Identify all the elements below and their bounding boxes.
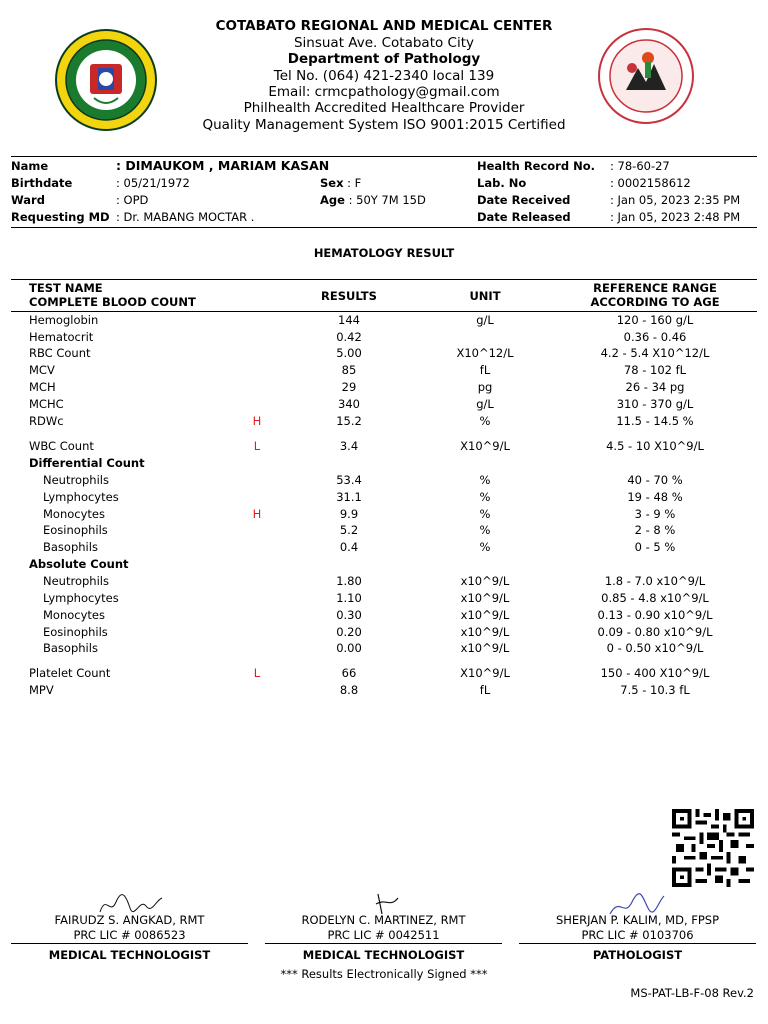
md-label: Requesting MD: [11, 210, 110, 224]
reference-range: 0 - 0.50 x10^9/L: [606, 641, 704, 655]
result: 66: [341, 666, 357, 680]
test-name: Monocytes: [43, 608, 105, 622]
unit: x10^9/L: [460, 591, 510, 605]
divider: [11, 279, 757, 280]
unit: fL: [479, 683, 491, 697]
test-name: RDWc: [29, 414, 64, 428]
table-row: [0, 522, 768, 539]
signatory-1-title: MEDICAL TECHNOLOGIST: [48, 948, 211, 962]
reference-range: 2 - 8 %: [634, 523, 676, 537]
flag: L: [253, 439, 261, 453]
test-name: MPV: [29, 683, 54, 697]
signatory-3-license: PRC LIC # 0103706: [581, 928, 694, 942]
signatory-3-name: SHERJAN P. KALIM, MD, FPSP: [555, 913, 720, 927]
test-name: Hemoglobin: [29, 313, 99, 327]
name-label: Name: [11, 159, 49, 173]
col-results: RESULTS: [321, 289, 377, 303]
result: 29: [341, 380, 357, 394]
result: 5.2: [339, 523, 359, 537]
col-reference: [560, 281, 750, 309]
table-row: [0, 624, 768, 641]
col-unit: UNIT: [469, 289, 501, 303]
table-row: [0, 556, 768, 573]
lab-label: Lab. No: [477, 176, 527, 190]
released-value: : Jan 05, 2023 2:48 PM: [610, 210, 741, 224]
test-name: Neutrophils: [43, 473, 109, 487]
header-hospital-name: COTABATO REGIONAL AND MEDICAL CENTER: [215, 18, 553, 34]
unit: x10^9/L: [460, 625, 510, 639]
col-test-name-line2: COMPLETE BLOOD COUNT: [29, 295, 196, 309]
age-label: Age: [320, 193, 345, 207]
header-tel: Tel No. (064) 421-2340 local 139: [273, 68, 495, 84]
test-name: MCV: [29, 363, 55, 377]
result: 0.30: [336, 608, 362, 622]
unit: X10^9/L: [460, 666, 510, 680]
unit: %: [479, 490, 491, 504]
report-title: HEMATOLOGY RESULT: [313, 246, 455, 260]
unit: X10^9/L: [460, 439, 510, 453]
table-row: [0, 506, 768, 523]
reference-range: 26 - 34 pg: [625, 380, 685, 394]
hrn-value: : 78-60-27: [610, 159, 670, 173]
col-test-name: [29, 281, 196, 309]
result: 1.10: [336, 591, 362, 605]
electronic-signature-note: *** Results Electronically Signed ***: [280, 967, 488, 981]
reference-range: 11.5 - 14.5 %: [616, 414, 694, 428]
signatory-1-line: [11, 943, 248, 944]
test-name: Monocytes: [43, 507, 105, 521]
result: 8.8: [339, 683, 359, 697]
result: 53.4: [336, 473, 362, 487]
reference-range: 3 - 9 %: [634, 507, 676, 521]
reference-range: 0 - 5 %: [634, 540, 676, 554]
name-value: : DIMAUKOM , MARIAM KASAN: [116, 158, 330, 173]
reference-range: 1.8 - 7.0 x10^9/L: [604, 574, 706, 588]
reference-range: 7.5 - 10.3 fL: [620, 683, 690, 697]
reference-range: 310 - 370 g/L: [616, 397, 694, 411]
unit: %: [479, 473, 491, 487]
unit: pg: [477, 380, 493, 394]
unit: x10^9/L: [460, 641, 510, 655]
released-label: Date Released: [477, 210, 571, 224]
reference-range: 0.85 - 4.8 x10^9/L: [601, 591, 709, 605]
reference-range: 4.2 - 5.4 X10^12/L: [600, 346, 710, 360]
flag: H: [252, 507, 262, 521]
result: 3.4: [339, 439, 359, 453]
signatory-2-name: RODELYN C. MARTINEZ, RMT: [301, 913, 466, 927]
signatory-1-name: FAIRUDZ S. ANGKAD, RMT: [54, 913, 205, 927]
test-name: Basophils: [43, 540, 98, 554]
table-row: [0, 329, 768, 346]
divider: [11, 156, 757, 157]
result: 1.80: [336, 574, 362, 588]
reference-range: 19 - 48 %: [627, 490, 683, 504]
table-row: [0, 607, 768, 624]
reference-range: 0.13 - 0.90 x10^9/L: [597, 608, 713, 622]
reference-range: 40 - 70 %: [627, 473, 683, 487]
qr-code-icon: [671, 809, 755, 887]
unit: g/L: [476, 313, 494, 327]
flag: L: [253, 666, 261, 680]
result: 85: [341, 363, 357, 377]
result: 0.00: [336, 641, 362, 655]
reference-range: 0.09 - 0.80 x10^9/L: [597, 625, 713, 639]
md-value: : Dr. MABANG MOCTAR .: [116, 210, 255, 224]
received-value: : Jan 05, 2023 2:35 PM: [610, 193, 741, 207]
header-address: Sinsuat Ave. Cotabato City: [293, 35, 475, 51]
table-row: [0, 573, 768, 590]
test-name: Lymphocytes: [43, 591, 119, 605]
group-heading: Absolute Count: [29, 557, 129, 571]
test-name: RBC Count: [29, 346, 91, 360]
result: 0.4: [339, 540, 359, 554]
result: 0.20: [336, 625, 362, 639]
divider: [11, 227, 757, 228]
test-name: MCH: [29, 380, 56, 394]
table-row: [0, 640, 768, 657]
unit: %: [479, 414, 491, 428]
unit: %: [479, 523, 491, 537]
header-email: Email: crmcpathology@gmail.com: [268, 84, 500, 100]
table-row: [0, 472, 768, 489]
result: 0.42: [336, 330, 362, 344]
table-row: [0, 590, 768, 607]
age-value: : 50Y 7M 15D: [348, 193, 426, 207]
table-row: [0, 665, 768, 682]
test-name: Eosinophils: [43, 523, 108, 537]
ward-label: Ward: [11, 193, 45, 207]
table-row: [0, 413, 768, 430]
signatory-2-title: MEDICAL TECHNOLOGIST: [302, 948, 465, 962]
group-heading: Differential Count: [29, 456, 145, 470]
birthdate-value: : 05/21/1972: [116, 176, 190, 190]
unit: g/L: [476, 397, 494, 411]
table-row: [0, 438, 768, 455]
col-reference-line1: REFERENCE RANGE: [593, 281, 717, 295]
qr-code: [671, 809, 755, 887]
header-philhealth: Philhealth Accredited Healthcare Provider: [243, 100, 525, 116]
test-name: Platelet Count: [29, 666, 111, 680]
reference-range: 120 - 160 g/L: [616, 313, 694, 327]
table-row: [0, 455, 768, 472]
table-row: [0, 396, 768, 413]
table-row: [0, 682, 768, 699]
col-test-name-line1: TEST NAME: [29, 281, 103, 295]
unit: fL: [479, 363, 491, 377]
unit: x10^9/L: [460, 574, 510, 588]
result: 31.1: [336, 490, 362, 504]
table-row: [0, 539, 768, 556]
header-department: Department of Pathology: [287, 51, 481, 67]
table-row: [0, 489, 768, 506]
signatory-3-line: [519, 943, 756, 944]
sex-value: : F: [347, 176, 362, 190]
flag: H: [252, 414, 262, 428]
test-name: Neutrophils: [43, 574, 109, 588]
signatory-3-title: PATHOLOGIST: [592, 948, 683, 962]
header-iso: Quality Management System ISO 9001:2015 Certified: [202, 117, 566, 133]
test-name: Hematocrit: [29, 330, 94, 344]
test-name: Lymphocytes: [43, 490, 119, 504]
table-row: [0, 345, 768, 362]
age-field: [320, 193, 426, 207]
col-reference-line2: ACCORDING TO AGE: [590, 295, 720, 309]
result: 340: [338, 397, 360, 411]
lab-value: : 0002158612: [610, 176, 691, 190]
hrn-label: Health Record No.: [477, 159, 595, 173]
signatory-1-license: PRC LIC # 0086523: [73, 928, 186, 942]
table-row: [0, 312, 768, 329]
test-name: Basophils: [43, 641, 98, 655]
test-name: Eosinophils: [43, 625, 108, 639]
sex-field: [320, 176, 361, 190]
reference-range: 78 - 102 fL: [623, 363, 687, 377]
result: 144: [338, 313, 360, 327]
unit: X10^12/L: [456, 346, 514, 360]
received-label: Date Received: [477, 193, 571, 207]
table-row: [0, 362, 768, 379]
reference-range: 0.36 - 0.46: [623, 330, 687, 344]
signatory-2-line: [265, 943, 502, 944]
result: 5.00: [336, 346, 362, 360]
birthdate-label: Birthdate: [11, 176, 73, 190]
result: 15.2: [336, 414, 362, 428]
sex-label: Sex: [320, 176, 344, 190]
result: 9.9: [339, 507, 359, 521]
unit: %: [479, 507, 491, 521]
ward-value: : OPD: [116, 193, 149, 207]
test-name: WBC Count: [29, 439, 94, 453]
form-code: MS-PAT-LB-F-08 Rev.2: [630, 986, 754, 1000]
signatory-2-license: PRC LIC # 0042511: [327, 928, 440, 942]
reference-range: 4.5 - 10 X10^9/L: [606, 439, 704, 453]
reference-range: 150 - 400 X10^9/L: [600, 666, 710, 680]
table-row: [0, 379, 768, 396]
unit: x10^9/L: [460, 608, 510, 622]
unit: %: [479, 540, 491, 554]
test-name: MCHC: [29, 397, 64, 411]
